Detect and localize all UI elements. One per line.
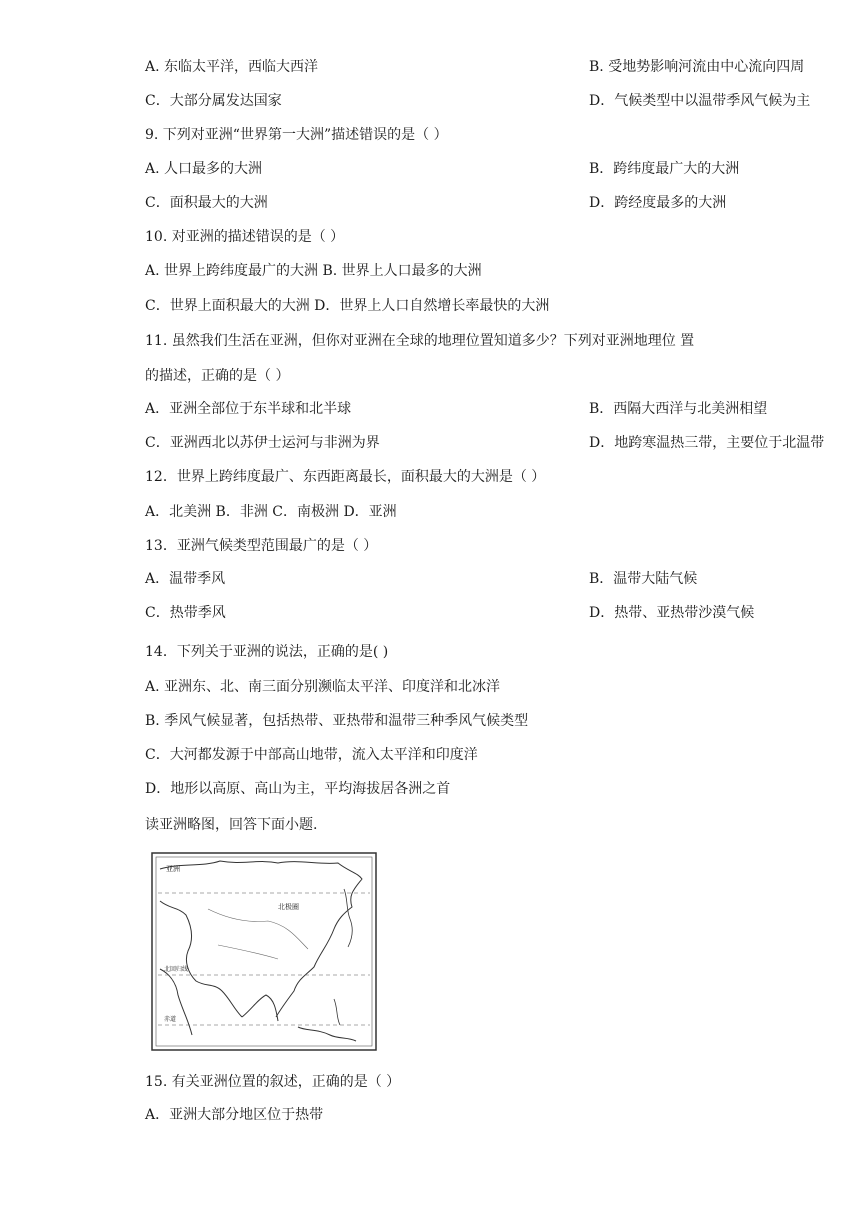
line-1 xyxy=(145,58,805,76)
map-intro: 读亚洲略图，回答下面小题. xyxy=(145,817,318,833)
question-10: 10. 对亚洲的描述错误的是（ ） xyxy=(145,229,345,245)
option-a: A．亚洲全部位于东半球和北半球 xyxy=(145,401,352,417)
option-c: C．大部分属发达国家 xyxy=(145,93,282,109)
question-12: 12．世界上跨纬度最广、东西距离最长，面积最大的大洲是（ ） xyxy=(145,469,546,485)
option-b: B．温带大陆气候 xyxy=(589,571,698,587)
line-16 xyxy=(145,570,698,588)
option-d: D．气候类型中以温带季风气候为主 xyxy=(589,93,811,109)
line-25: A．亚洲大部分地区位于热带 xyxy=(145,1107,324,1123)
line-4 xyxy=(145,160,740,178)
line-12 xyxy=(145,434,825,452)
line-7: A. 世界上跨纬度最广的大洲 B. 世界上人口最多的大洲 xyxy=(145,263,482,279)
question-11: 11. 虽然我们生活在亚洲，但你对亚洲在全球的地理位置知道多少？下列对亚洲地理位 置 xyxy=(145,333,695,349)
option-d: D．地跨寒温热三带，主要位于北温带 xyxy=(589,435,825,451)
line-19: A. 亚洲东、北、南三面分别濒临太平洋、印度洋和北冰洋 xyxy=(145,679,501,695)
label-asia: 亚洲 xyxy=(166,865,180,873)
question-13: 13．亚洲气候类型范围最广的是（ ） xyxy=(145,538,378,554)
line-17 xyxy=(145,604,755,622)
option-d: D．跨经度最多的大洲 xyxy=(589,195,727,211)
option-b: B．跨纬度最广大的大洲 xyxy=(589,161,740,177)
question-14: 14．下列关于亚洲的说法，正确的是( ) xyxy=(145,644,389,660)
option-d: D．热带、亚热带沙漠气候 xyxy=(589,605,755,621)
label-arctic: 北极圈 xyxy=(278,903,299,911)
option-a: A. 人口最多的大洲 xyxy=(145,161,263,177)
line-5 xyxy=(145,194,727,212)
option-a: A. 东临太平洋，西临大西洋 xyxy=(145,59,319,75)
option-a: A．温带季风 xyxy=(145,571,226,587)
option-c: C．面积最大的大洲 xyxy=(145,195,268,211)
asia-map xyxy=(148,849,380,1054)
question-15: 15. 有关亚洲位置的叙述，正确的是（ ） xyxy=(145,1074,401,1090)
option-b: B. 受地势影响河流由中心流向四周 xyxy=(589,59,805,75)
option-c: C．热带季风 xyxy=(145,605,226,621)
line-21: C．大河都发源于中部高山地带，流入太平洋和印度洋 xyxy=(145,747,478,763)
line-22: D．地形以高原、高山为主，平均海拔居各洲之首 xyxy=(145,781,451,797)
option-c: C．亚洲西北以苏伊士运河与非洲为界 xyxy=(145,435,380,451)
line-11 xyxy=(145,400,768,418)
label-equator: 赤道 xyxy=(164,1016,177,1023)
question-9: 9. 下列对亚洲“世界第一大洲”描述错误的是（ ） xyxy=(145,127,448,143)
line-20: B. 季风气候显著，包括热带、亚热带和温带三种季风气候类型 xyxy=(145,713,529,729)
label-tropic: 北回归线 xyxy=(164,966,189,973)
line-8: C．世界上面积最大的大洲 D．世界上人口自然增长率最快的大洲 xyxy=(145,298,550,314)
question-11-cont: 的描述，正确的是（ ） xyxy=(145,368,290,384)
line-2 xyxy=(145,92,811,110)
line-14: A．北美洲 B．非洲 C．南极洲 D．亚洲 xyxy=(145,504,397,520)
option-b: B．西隔大西洋与北美洲相望 xyxy=(589,401,768,417)
